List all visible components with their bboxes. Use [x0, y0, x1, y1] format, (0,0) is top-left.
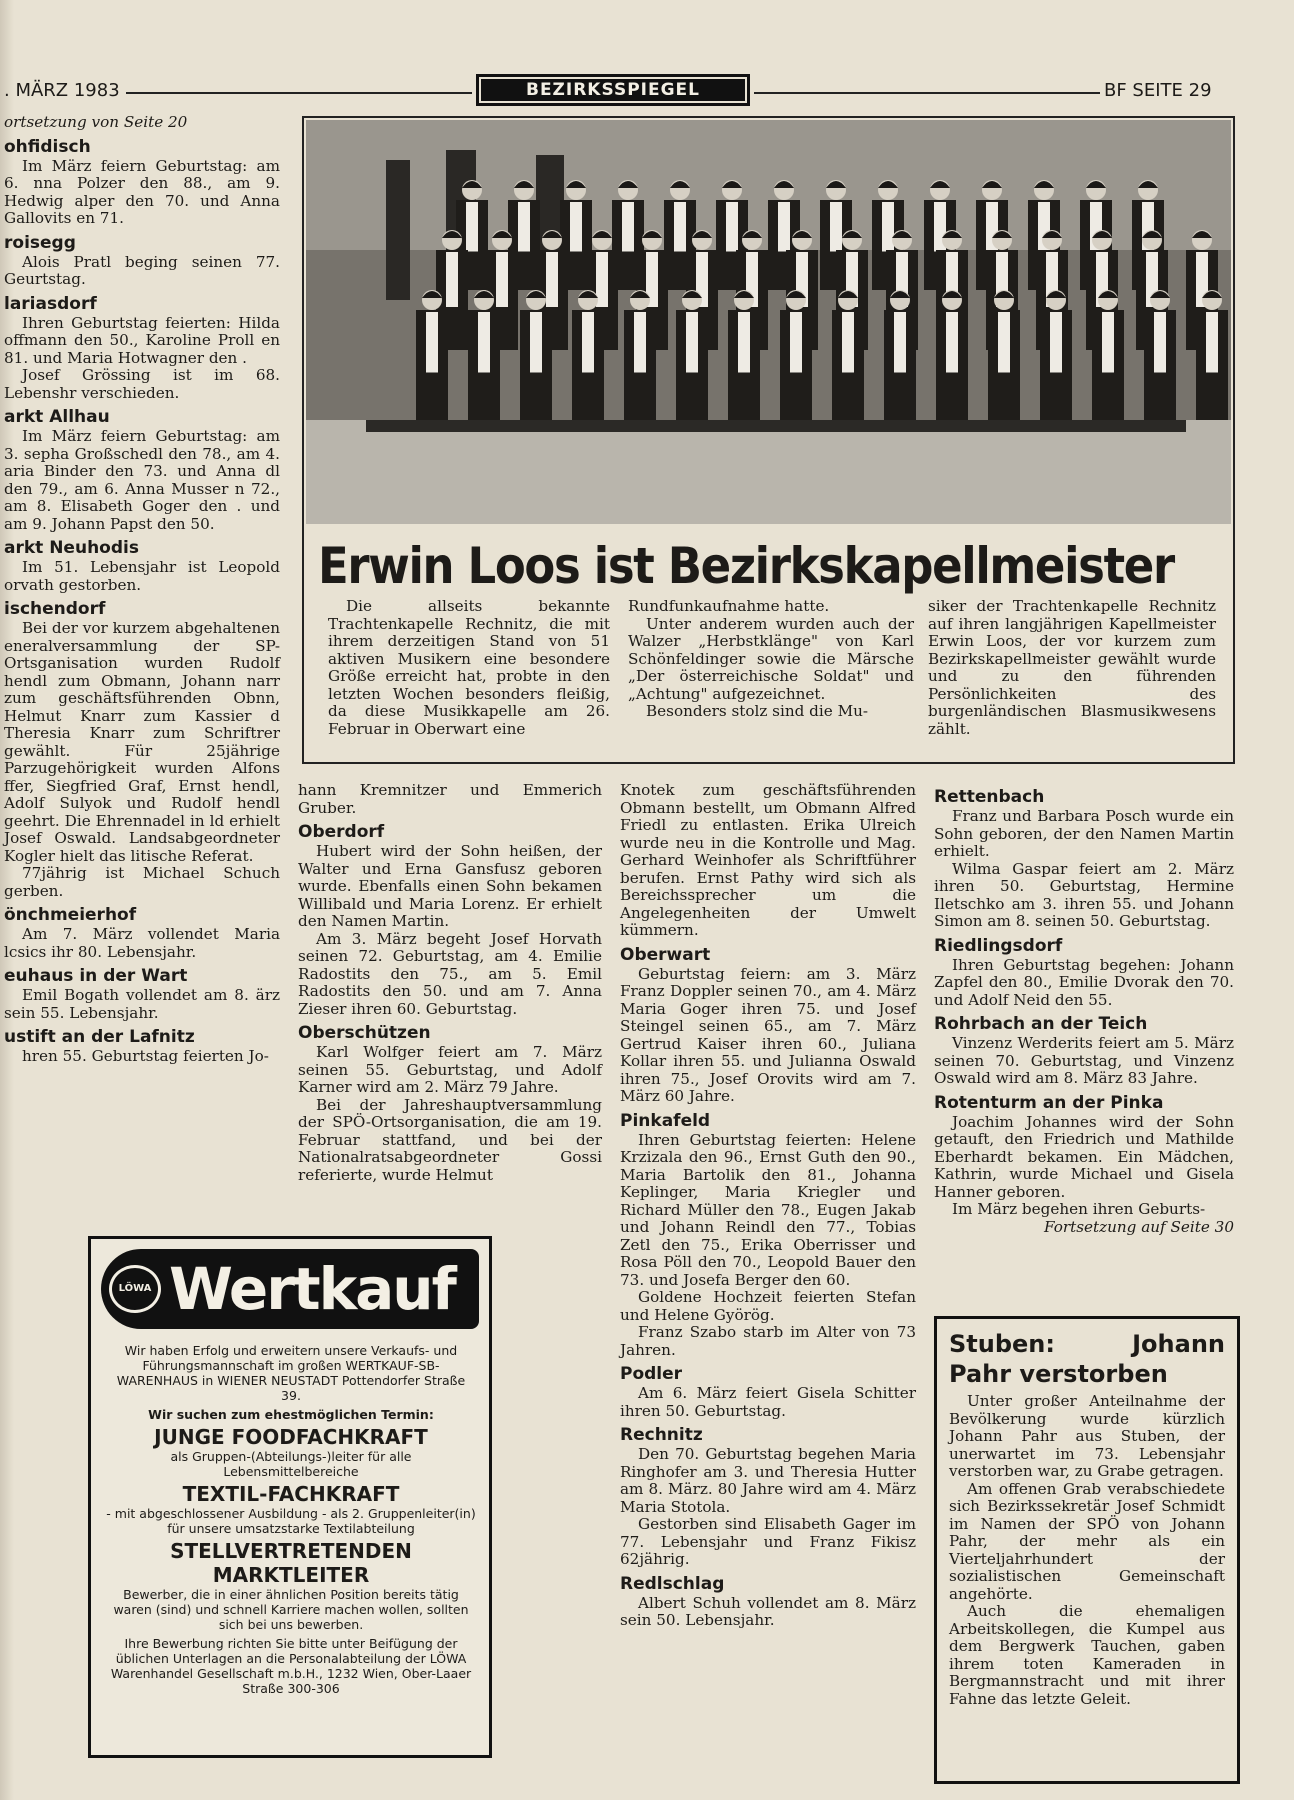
stuben-obituary-box [934, 1316, 1240, 1784]
article-text: Rundfunkaufnahme hatte. [628, 597, 830, 615]
band-group-photo [306, 120, 1231, 524]
column-2 [298, 782, 602, 1184]
notice-text: Geburtstag feiern: am 3. März Franz Doppler seinen 70., am 4. März Maria Goger ihren 75. und Josef Steingel seinen 65., am 7. März Gertrud Kaiser ihren 60., Juliana Kollar ihren 55. und Julianna Oswald ihren 75., Josef Orovits wird am 7. März 60 Jahre. [620, 964, 916, 1105]
notice-text: Vinzenz Werderits feiert am 5. März seinen 70. Geburtstag, und Vinzenz Oswald wird am 8. März 83 Jahre. [934, 1034, 1234, 1087]
article-text: Die allseits bekannte Trachtenkapelle Rechnitz, die mit ihrem derzeitigen Stand von 51 aktiven Musikern eine besondere Größe erreicht hat, probte in den letzten Wochen besonders fleißig, da diese Musikkapelle am 26. Februar in Oberwart eine [328, 597, 610, 738]
notice-text: hann Kremnitzer und Emmerich Gruber. [298, 781, 602, 817]
place-heading: arkt Neuhodis [4, 538, 139, 558]
ad-job-title-2: TEXTIL-FACHKRAFT [182, 1482, 400, 1506]
place-heading: lariasdorf [4, 293, 97, 314]
place-heading: Rotenturm an der Pinka [934, 1092, 1164, 1113]
column-left [4, 114, 280, 1066]
place-heading: roisegg [4, 232, 76, 253]
continued-from: ortsetzung von Seite 20 [4, 113, 188, 131]
place-heading: Oberwart [620, 944, 711, 965]
column-4 [934, 782, 1234, 1236]
notice-text: Am 7. März vollendet Maria lcsics ihr 80. Lebensjahr. [4, 925, 280, 961]
article-text: siker der Trachtenkapelle Rechnitz auf ihren langjährigen Kapellmeister Erwin Loos, der vor kurzem zum Bezirkskapellmeister gewählt wurde und zu den führenden Persönlichkeiten des burgenländischen Blasmusikwesens zählt. [928, 597, 1216, 738]
wertkauf-wordmark: Wertkauf [169, 1255, 455, 1323]
ad-body [105, 1343, 477, 1696]
place-heading: Riedlingsdorf [934, 935, 1063, 956]
notice-text: Karl Wolfger feiert am 7. März seinen 55. Geburtstag, und Adolf Karner wird am 2. März 79 Jahre. [298, 1043, 602, 1096]
ad-intro: Wir haben Erfolg und erweitern unsere Verkaufs- und Führungsmannschaft im großen WERTKAUF-SB-WARENHAUS in WIENER NEUSTADT Pottendorfer Straße 39. [116, 1343, 466, 1403]
notice-text: Im März feiern Geburtstag: am 6. nna Polzer den 88., am 9. Hedwig alper den 70. und Anna Gallovits en 71. [4, 156, 280, 227]
place-heading: Podler [620, 1364, 683, 1384]
notice-text: Am 3. März begeht Josef Horvath seinen 72. Geburtstag, am 4. Emilie Radostits den 75., am 5. Emil Radostits den 50. und am 7. Anna Zieser ihren 60. Geburtstag. [298, 929, 602, 1018]
article-column-2 [628, 598, 914, 721]
notice-text: Bei der Jahreshauptversammlung der SPÖ-Ortsorganisation, die am 19. Februar stattfand, und bei der Nationalratsabgeordneter Gossi referierte, wurde Helmut [298, 1095, 602, 1184]
header-rule-left [126, 92, 472, 94]
stuben-headline: Stuben: Johann Pahr verstorben [949, 1330, 1225, 1388]
place-heading: euhaus in der Wart [4, 966, 188, 986]
notice-text: Emil Bogath vollendet am 8. ärz sein 55. Lebensjahr. [4, 986, 280, 1022]
section-title: BEZIRKSSPIEGEL [481, 79, 745, 101]
wertkauf-job-ad [88, 1236, 492, 1758]
stuben-text: Auch die ehemaligen Arbeitskollegen, die Kumpel aus dem Bergwerk Tauchen, gaben ihrem toten Kameraden in Bergmannstracht und mit ihrer Fahne das letzte Geleit. [949, 1602, 1225, 1708]
notice-text: Ihren Geburtstag feierten: Helene Krzizala den 96., Ernst Guth den 90., Maria Bartolik den 81., Johanna Keplinger, Maria Kriegler und Richard Müller den 78., Eugen Jakab und Johann Reindl den 77., Tobias Zetl den 75., Erika Oberrisser und Rosa Pöll den 70., Leopold Bauer den 73. und Josefa Berger den 60. [620, 1130, 916, 1289]
ad-job-title-1: JUNGE FOODFACHKRAFT [154, 1425, 428, 1449]
notice-text: Hubert wird der Sohn heißen, der Walter und Erna Gansfusz geboren wurde. Ebenfalls einen Sohn bekamen Willibald und Maria Lorenz. Er erhielt den Namen Martin. [298, 842, 602, 930]
header-date: . MÄRZ 1983 [4, 80, 120, 101]
place-heading: Rechnitz [620, 1425, 703, 1445]
notice-text: 77jährig ist Michael Schuch gerben. [4, 864, 280, 900]
notice-text: Den 70. Geburtstag begehen Maria Ringhofer am 3. und Theresia Hutter am 8. März. 80 Jahre wird am 4. März Maria Stotola. [620, 1445, 916, 1516]
place-heading: ustift an der Lafnitz [4, 1027, 195, 1047]
article-column-1 [328, 598, 610, 738]
notice-text: Albert Schuh vollendet am 8. März sein 50. Lebensjahr. [620, 1593, 916, 1629]
place-heading: ischendorf [4, 599, 106, 619]
wertkauf-logo [101, 1249, 479, 1329]
notice-text: Alois Pratl beging seinen 77. Geurtstag. [4, 252, 280, 288]
notice-text: Im März feiern Geburtstag: am 3. sepha Großschedl den 78., am 4. aria Binder den 73. und Anna dl den 79., am 6. Anna Musser n 72., am 8. Elisabeth Goger den . und am 9. Johann Papst den 50. [4, 427, 280, 533]
place-heading: Oberschützen [298, 1023, 431, 1043]
place-heading: arkt Allhau [4, 407, 110, 427]
article-column-3 [928, 598, 1216, 738]
place-heading: Pinkafeld [620, 1110, 711, 1131]
notice-text: Joachim Johannes wird der Sohn getauft, den Friedrich und Mathilde Eberhardt bekamen. Ein Mädchen, Kathrin, wurde Michael und Gisela Hanner geboren. [934, 1112, 1234, 1201]
place-heading: ohfidisch [4, 136, 91, 157]
notice-text: Franz und Barbara Posch wurde ein Sohn geboren, der den Namen Martin erhielt. [934, 807, 1234, 860]
article-headline: Erwin Loos ist Bezirkskapellmeister [318, 537, 1174, 595]
notice-text: Josef Grössing ist im 68. Lebenshr verschieden. [4, 366, 280, 402]
band-photo-illustration [306, 120, 1231, 524]
ad-job-desc-3: Bewerber, die in einer ähnlichen Position bereits tätig waren (sind) und schnell Karriere machen wollen, sollten sich bei uns bewerben. [113, 1587, 469, 1632]
notice-text: Im 51. Lebensjahr ist Leopold orvath gestorben. [4, 558, 280, 594]
stuben-text: Unter großer Anteilnahme der Bevölkerung wurde kürzlich Johann Pahr aus Stuben, der unerwartet im 73. Lebensjahr verstorben war, zu Grabe getragen. [949, 1392, 1225, 1480]
notice-text: Goldene Hochzeit feierten Stefan und Helene Györög. [620, 1288, 916, 1324]
notice-text: Am 6. März feiert Gisela Schitter ihren 50. Geburtstag. [620, 1384, 916, 1420]
header-rule-right [754, 92, 1100, 94]
place-heading: Rettenbach [934, 787, 1045, 807]
notice-text: Bei der vor kurzem abgehaltenen eneralversammlung der SP-Ortsganisation wurden Rudolf hendl zum Obmann, Johann narr zum geschäftsführenden Obnn, Helmut Knarr zum Kassier d Theresia Knarr zum Schriftrer gewählt. Für 25jährige Parzugehörigkeit wurden Alfons ffer, Siegfried Graf, Ernst hendl, Adolf Sulyok und Rudolf hendl geehrt. Die Ehrennadel in ld erhielt Josef Oswald. Landsabgeordneter Kogler hielt das litische Referat. [4, 619, 280, 865]
article-text: Unter anderem wurden auch der Walzer „Herbstklänge" von Karl Schönfeldinger sowie die Märsche „Der österreichische Soldat" und „Achtung" aufgezeichnet. [628, 614, 914, 703]
place-heading: Oberdorf [298, 822, 385, 842]
ad-job-title-3: STELLVERTRETENDEN MARKTLEITER [170, 1539, 412, 1587]
notice-text: Gestorben sind Elisabeth Gager im 77. Lebensjahr und Franz Fikisz 62jährig. [620, 1515, 916, 1568]
notice-text: Franz Szabo starb im Alter von 73 Jahren. [620, 1323, 916, 1359]
notice-text: Knotek zum geschäftsführenden Obmann bestellt, um Obmann Alfred Friedl zu entlasten. Erika Ulreich wurde neu in die Kontrolle und Mag. Gerhard Weinhofer als Schriftführer berufen. Ernst Pathy wird sich als Bereichssprecher um die Angelegenheiten der Umwelt kümmern. [620, 781, 916, 939]
stuben-content [949, 1329, 1225, 1708]
article-text: Besonders stolz sind die Mu- [646, 702, 869, 720]
stuben-text: Am offenen Grab verabschiedete sich Bezirkssekretär Josef Schmidt im Namen der SPÖ von Johann Pahr, der mehr als ein Vierteljahrhundert der sozialistischen Gemeinschaft angehörte. [949, 1479, 1225, 1603]
loewa-badge: LÖWA [109, 1265, 161, 1313]
section-banner [476, 74, 750, 106]
ad-outro: Ihre Bewerbung richten Sie bitte unter Beifügung der üblichen Unterlagen an die Personalabteilung der LÖWA Warenhandel Gesellschaft m.b.H., 1232 Wien, Ober-Laaer Straße 300-306 [110, 1636, 472, 1696]
column-3 [620, 782, 916, 1630]
notice-text: Im März begehen ihren Geburts- [952, 1200, 1206, 1218]
ad-job-desc-2: - mit abgeschlossener Ausbildung - als 2. Gruppenleiter(in) für unsere umsatzstarke Textilabteilung [106, 1506, 476, 1536]
place-heading: Redlschlag [620, 1573, 725, 1594]
header-page-number: BF SEITE 29 [1104, 80, 1212, 101]
ad-search-line: Wir suchen zum ehestmöglichen Termin: [148, 1407, 434, 1422]
continued-on: Fortsetzung auf Seite 30 [1044, 1217, 1234, 1236]
notice-text: Ihren Geburtstag feierten: Hilda offmann den 50., Karoline Proll en 81. und Maria Hotwagner den . [4, 313, 280, 367]
notice-text: hren 55. Geburtstag feierten Jo- [22, 1047, 269, 1065]
notice-text: Wilma Gaspar feiert am 2. März ihren 50. Geburtstag, Hermine Iletschko am 3. ihren 55. und Johann Simon am 8. seinen 50. Geburtstag. [934, 859, 1234, 930]
ad-job-desc-1: als Gruppen-(Abteilungs-)leiter für alle Lebensmittelbereiche [170, 1449, 412, 1479]
notice-text: Ihren Geburtstag begehen: Johann Zapfel den 80., Emilie Dvorak den 70. und Adolf Neid den 55. [934, 955, 1234, 1009]
place-heading: önchmeierhof [4, 905, 137, 925]
place-heading: Rohrbach an der Teich [934, 1014, 1148, 1034]
